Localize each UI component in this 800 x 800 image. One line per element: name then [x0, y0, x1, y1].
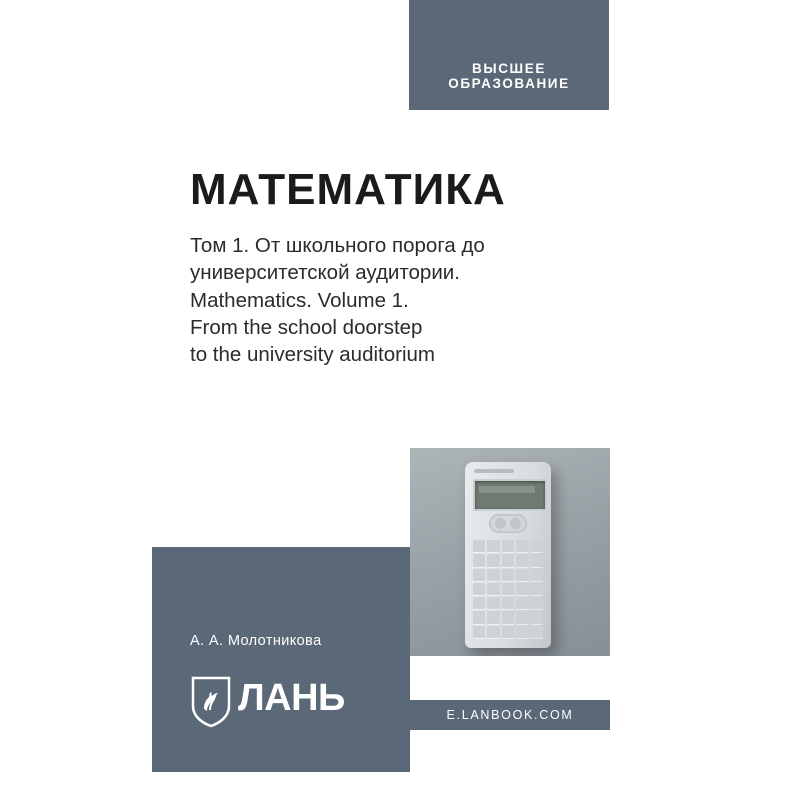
subtitle-line-5: to the university auditorium: [190, 343, 435, 366]
series-label: ВЫСШЕЕ ОБРАЗОВАНИЕ: [448, 61, 570, 91]
book-title: МАТЕМАТИКА: [190, 165, 506, 214]
calculator-dial: [489, 514, 527, 533]
calculator-brand-strip: [474, 469, 514, 473]
book-author: А. А. Молотникова: [190, 633, 322, 649]
subtitle-line-2: университетской аудитории.: [190, 261, 460, 285]
publisher-logo: [190, 676, 345, 728]
publisher-name: ЛАНЬ: [238, 677, 345, 719]
cover-photo: [410, 448, 610, 656]
calculator-keypad: [473, 540, 543, 638]
page-bottom-strip: [0, 772, 800, 800]
series-band: [409, 0, 609, 110]
shield-icon: [190, 676, 232, 728]
lower-accent-panel: [152, 547, 410, 772]
subtitle-line-3: Mathematics. Volume 1.: [190, 288, 409, 312]
website-url: E.LANBOOK.COM: [446, 708, 574, 722]
calculator-screen: [473, 479, 547, 511]
book-subtitle: [190, 232, 610, 368]
calculator-icon: [465, 462, 551, 648]
subtitle-line-1: Том 1. От школьного порога до: [190, 234, 485, 257]
book-cover: [152, 0, 648, 772]
subtitle-line-4: From the school doorstep: [190, 315, 423, 339]
website-badge[interactable]: [410, 700, 610, 730]
